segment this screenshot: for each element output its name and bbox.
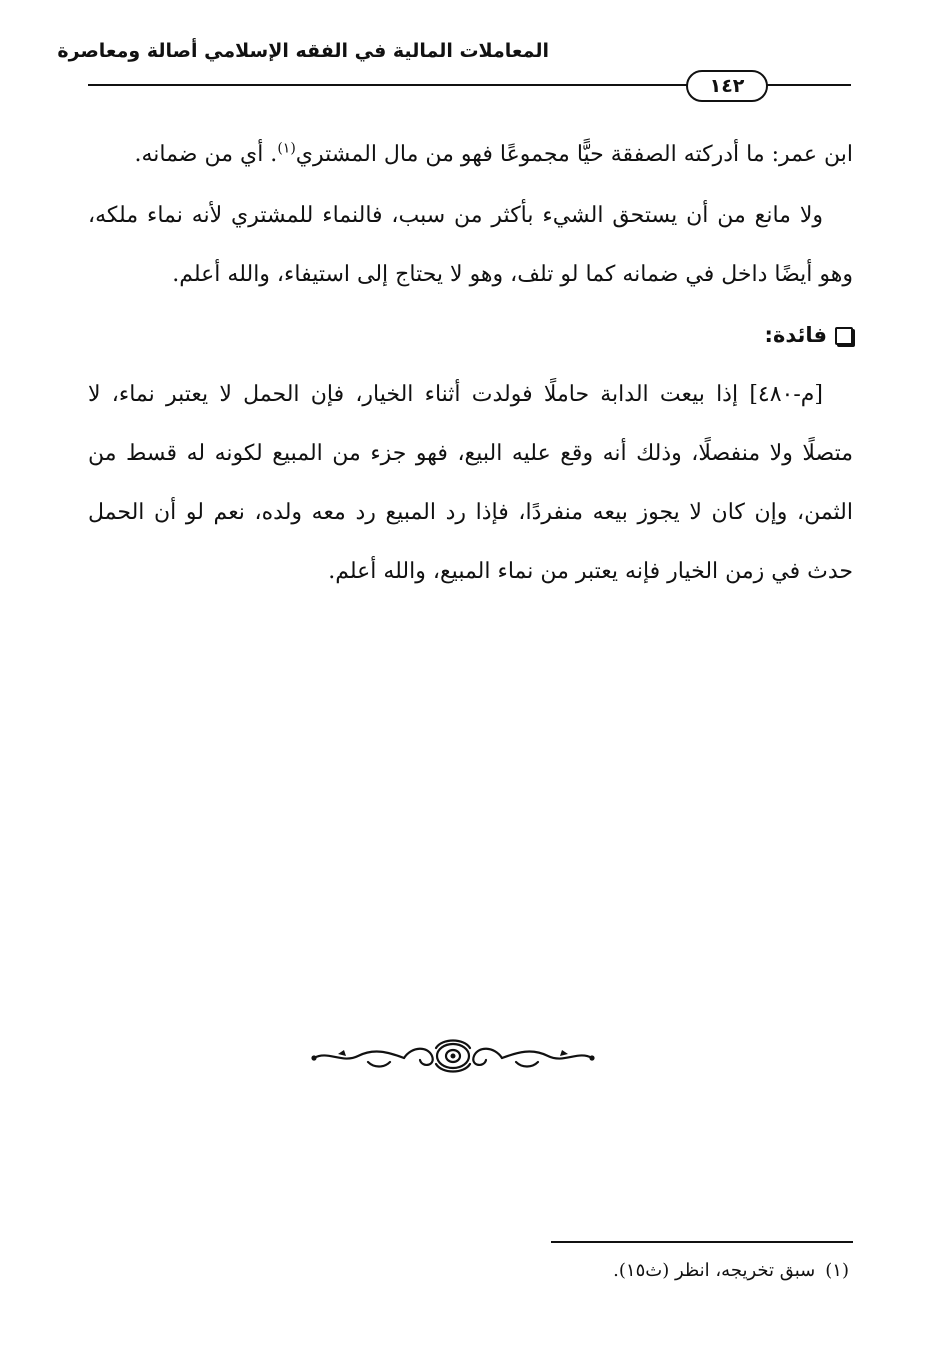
running-title: المعاملات المالية في الفقه الإسلامي أصالة ومعاصرة [57,40,549,62]
paragraph-2: ولا مانع من أن يستحق الشيء بأكثر من سبب، فالنماء للمشتري لأنه نماء ملكه، وهو أيضًا داخل في ضمانه كما لو تلف، وهو لا يحتاج إلى استيفاء، والله أعلم. [88,203,853,287]
section-heading-faida [88,306,853,365]
footnote-text: سبق تخريجه، انظر (ث١٥). [613,1260,816,1281]
section-heading-label: فائدة: [764,323,827,347]
paragraph-1-text: ابن عمر: ما أدركته الصفقة حيًّا مجموعًا فهو من مال المشتري [295,142,853,167]
footnote-rule [551,1241,853,1243]
paragraph-1-tail: . أي من ضمانه. [134,142,278,167]
floral-ornament-icon [308,1036,598,1076]
footnote-reference-1: (١) [277,140,296,157]
page-number: ١٤٢ [686,70,768,102]
paragraph-3: [م-٤٨٠] إذا بيعت الدابة حاملًا فولدت أثناء الخيار، فإن الحمل لا يعتبر نماء، لا متصلًا ولا منفصلًا، وذلك أنه وقع عليه البيع، فهو جزء من المبيع لكونه له قسط من الثمن، وإن كان لا يجوز بيعه منفردًا، فإذا رد المبيع رد معه ولده، نعم لو أن الحمل حدث في زمن الخيار فإنه يعتبر من نماء المبيع، والله أعلم. [88,382,853,584]
footnote-1 [613,1260,849,1281]
main-text [88,125,853,601]
paragraph-1 [88,125,853,184]
footnote-number: (١) [825,1260,849,1281]
checkbox-square-icon [835,327,853,345]
